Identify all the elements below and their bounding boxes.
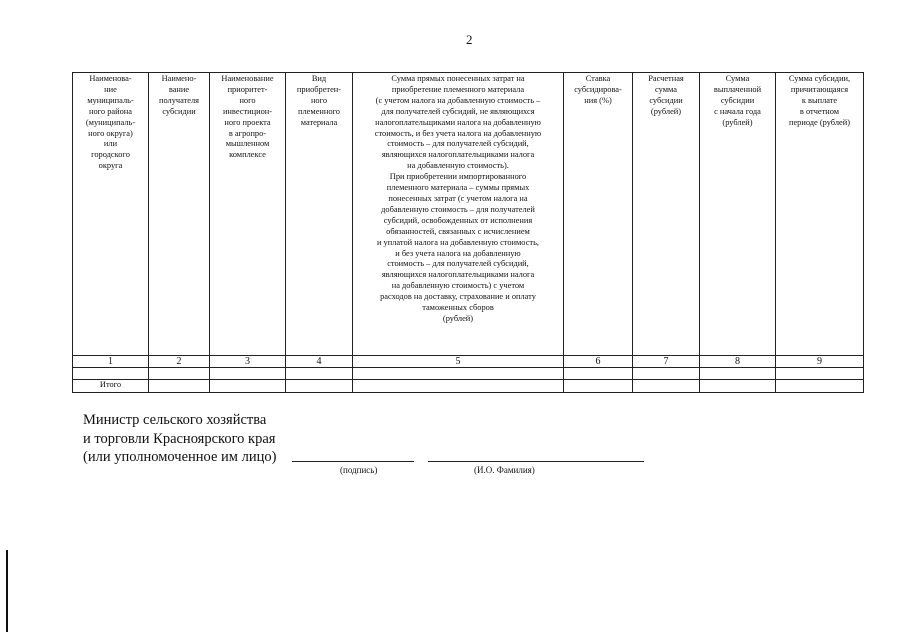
- table-cell: [353, 380, 564, 393]
- table-cell: [700, 380, 776, 393]
- table-cell: [149, 368, 210, 380]
- column-number: 6: [564, 356, 633, 368]
- column-number: 4: [286, 356, 353, 368]
- header-cell-project: Наименование приоритет- ного инвестицион- ного проекта в агропро- мышленном комплексе: [210, 73, 286, 356]
- table-cell: [73, 368, 149, 380]
- table-row: [73, 368, 864, 380]
- table-cell: [210, 368, 286, 380]
- table-cell: [286, 368, 353, 380]
- header-cell-due-sum: Сумма субсидии, причитающаяся к выплате в отчетном периоде (рублей): [776, 73, 864, 356]
- column-number: 7: [633, 356, 700, 368]
- signatory-line-3: (или уполномоченное им лицо): [83, 449, 277, 465]
- signature-line: [292, 461, 414, 462]
- total-label: Итого: [73, 380, 149, 393]
- column-number: 3: [210, 356, 286, 368]
- signatory-line-2: и торговли Красноярского края: [83, 430, 276, 447]
- header-cell-recipient: Наимено- вание получателя субсидии: [149, 73, 210, 356]
- page-number: 2: [466, 32, 473, 47]
- table-cell: [353, 368, 564, 380]
- header-cell-calculated-sum: Расчетная сумма субсидии (рублей): [633, 73, 700, 356]
- table-cell: [776, 380, 864, 393]
- table-cell: [700, 368, 776, 380]
- margin-mark: [6, 550, 8, 632]
- header-cell-municipality: Наименова- ние муниципаль- ного района (муниципаль- ного округа) или городского округа: [73, 73, 149, 356]
- table-cell: [149, 380, 210, 393]
- header-cell-costs: Сумма прямых понесенных затрат на приобретение племенного материала (с учетом налога на добавленную стоимость – для получателей субсидий, не являющихся налогоплательщиками налога на добавленную стоимость, и без учета налога на добавленную стоимость – для получателей субсидий, являющихся налогоплательщиками налога на добавленную стоимость). При приобретении импортированного племенного материала – суммы прямых понесенных затрат (с учетом налога на добавленную стоимость – для получателей субсидий, освобожденных от исполнения обязанностей, связанных с исчислением и уплатой налога на добавленную стоимость, и без учета налога на добавленную стоимость – для получателей субсидий, являющихся налогоплательщиками налога на добавленную стоимость) с учетом расходов на доставку, страхование и оплату таможенных сборов (рублей): [353, 73, 564, 356]
- name-line: [428, 461, 644, 462]
- table-cell: [564, 380, 633, 393]
- table-cell: [210, 380, 286, 393]
- table-cell: [633, 380, 700, 393]
- column-number: 9: [776, 356, 864, 368]
- table-cell: [776, 368, 864, 380]
- signatory-title: [83, 411, 276, 467]
- signatory-line-1: Министр сельского хозяйства: [83, 412, 267, 428]
- signature-caption: (подпись): [340, 465, 378, 475]
- column-number: 8: [700, 356, 776, 368]
- table-cell: [564, 368, 633, 380]
- header-row: [73, 73, 864, 356]
- table-cell: [286, 380, 353, 393]
- table-cell: [633, 368, 700, 380]
- column-number: 5: [353, 356, 564, 368]
- subsidy-form-table: [72, 72, 864, 393]
- column-number: 1: [73, 356, 149, 368]
- column-number-row: [73, 356, 864, 368]
- total-row: [73, 380, 864, 393]
- column-number: 2: [149, 356, 210, 368]
- header-cell-material-type: Вид приобретен- ного племенного материала: [286, 73, 353, 356]
- name-caption: (И.О. Фамилия): [474, 465, 535, 475]
- header-cell-paid-sum: Сумма выплаченной субсидии с начала года (рублей): [700, 73, 776, 356]
- header-cell-rate: Ставка субсидирова- ния (%): [564, 73, 633, 356]
